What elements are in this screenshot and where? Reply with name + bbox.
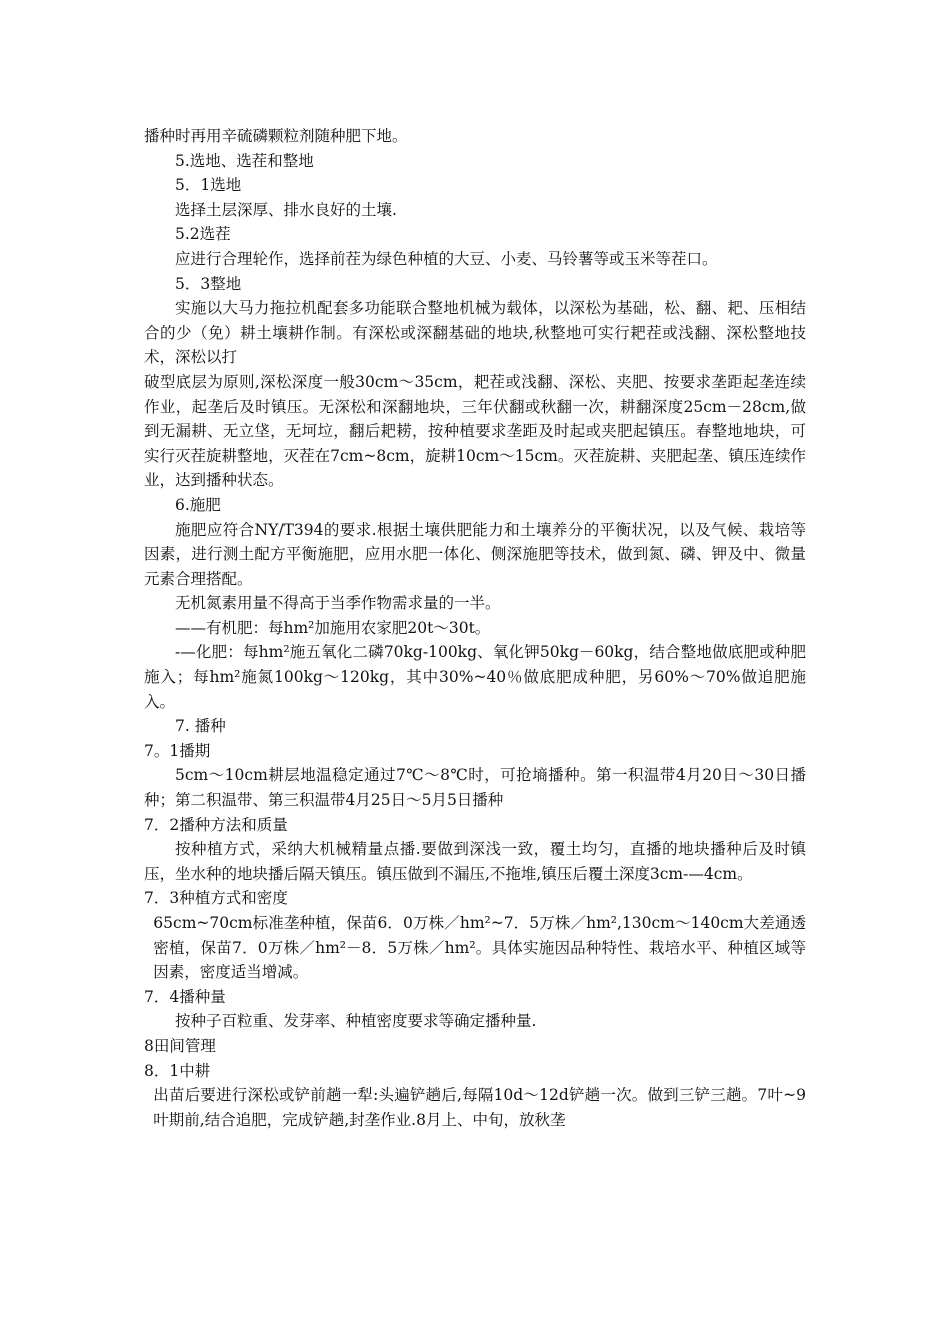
section-heading: 8田间管理 <box>144 1036 216 1055</box>
paragraph: 应进行合理轮作，选择前茬为绿色种植的大豆、小麦、马铃薯等或玉米等茬口。 <box>175 249 718 268</box>
subsection-heading: 8．1中耕 <box>144 1061 211 1080</box>
paragraph: 出苗后要进行深松或铲前趟一犁:头遍铲趟后,每隔10d～12d铲趟一次。做到三铲三趟。7叶~9叶期前,结合追肥，完成铲趟,封垄作业.8月上、中旬，放秋垄 <box>153 1086 806 1129</box>
section-heading: 6.施肥 <box>175 495 221 514</box>
paragraph: ——有机肥：每hm²加施用农家肥20t～30t。 <box>175 618 491 637</box>
paragraph: 选择土层深厚、排水良好的土壤. <box>175 200 397 219</box>
paragraph: 破型底层为原则,深松深度一般30cm～35cm，耙茬或浅翻、深松、夹肥、按要求垄距起垄连续作业，起垄后及时镇压。无深松和深翻地块，三年伏翻或秋翻一次，耕翻深度25cm－28cm,做到无漏耕、无立垡，无坷垃，翻后耙耢，按种植要求垄距及时起或夹肥起镇压。春整地地块，可实行灭茬旋耕整地，灭茬在7cm~8cm，旋耕10cm～15cm。灭茬旋耕、夹肥起垄、镇压连续作业，达到播种状态。 <box>144 372 806 490</box>
paragraph: 实施以大马力拖拉机配套多功能联合整地机械为载体，以深松为基础，松、翻、耙、压相结合的少（免）耕土壤耕作制。有深松或深翻基础的地块,秋整地可实行耙茬或浅翻、深松整地技术，深松以打 <box>144 299 806 367</box>
paragraph: 施肥应符合NY/T394的要求.根据土壤供肥能力和土壤养分的平衡状况，以及气候、栽培等因素，进行测土配方平衡施肥，应用水肥一体化、侧深施肥等技术，做到氮、磷、钾及中、微量元素合理搭配。 <box>144 520 806 588</box>
subsection-heading: 7．2播种方法和质量 <box>144 815 288 834</box>
subsection-heading: 7。1播期 <box>144 741 211 760</box>
paragraph: 65cm~70cm标准垄种植，保苗6．0万株／hm²~7．5万株／hm²,130cm～140cm大差通透密植，保苗7．0万株／hm²－8．5万株／hm²。具体实施因品种特性、栽培水平、种植区域等因素，密度适当增减。 <box>153 914 806 982</box>
subsection-heading: 5．3整地 <box>175 274 242 293</box>
subsection-heading: 5．1选地 <box>175 176 242 195</box>
subsection-heading: 7．4播种量 <box>144 987 226 1006</box>
paragraph: 按种植方式，采纳大机械精量点播.要做到深浅一致，覆土均匀，直播的地块播种后及时镇压，坐水种的地块播后隔天镇压。镇压做到不漏压,不拖堆,镇压后覆土深度3cm-—4cm。 <box>144 840 806 883</box>
text-line: 播种时再用辛硫磷颗粒剂随种肥下地。 <box>144 127 408 145</box>
subsection-heading: 5.2选茬 <box>175 225 231 244</box>
document-page <box>144 124 806 1132</box>
paragraph: 5cm～10cm耕层地温稳定通过7℃～8℃时，可抢墒播种。第一积温带4月20日～30日播种；第二积温带、第三积温带4月25日～5月5日播种 <box>144 766 806 810</box>
paragraph: 按种子百粒重、发芽率、种植密度要求等确定播种量. <box>175 1012 537 1031</box>
subsection-heading: 7．3种植方式和密度 <box>144 889 288 908</box>
section-heading: 7. 播种 <box>175 717 226 736</box>
paragraph: -—化肥：每hm²施五氧化二磷70kg-100kg、氧化钾50kg－60kg，结合整地做底肥或种肥施入；每hm²施氮100kg～120kg，其中30%~40％做底肥成种肥，另60%～70%做追肥施入。 <box>144 643 806 711</box>
paragraph: 无机氮素用量不得高于当季作物需求量的一半。 <box>175 594 501 613</box>
section-heading: 5.选地、选茬和整地 <box>175 151 314 170</box>
